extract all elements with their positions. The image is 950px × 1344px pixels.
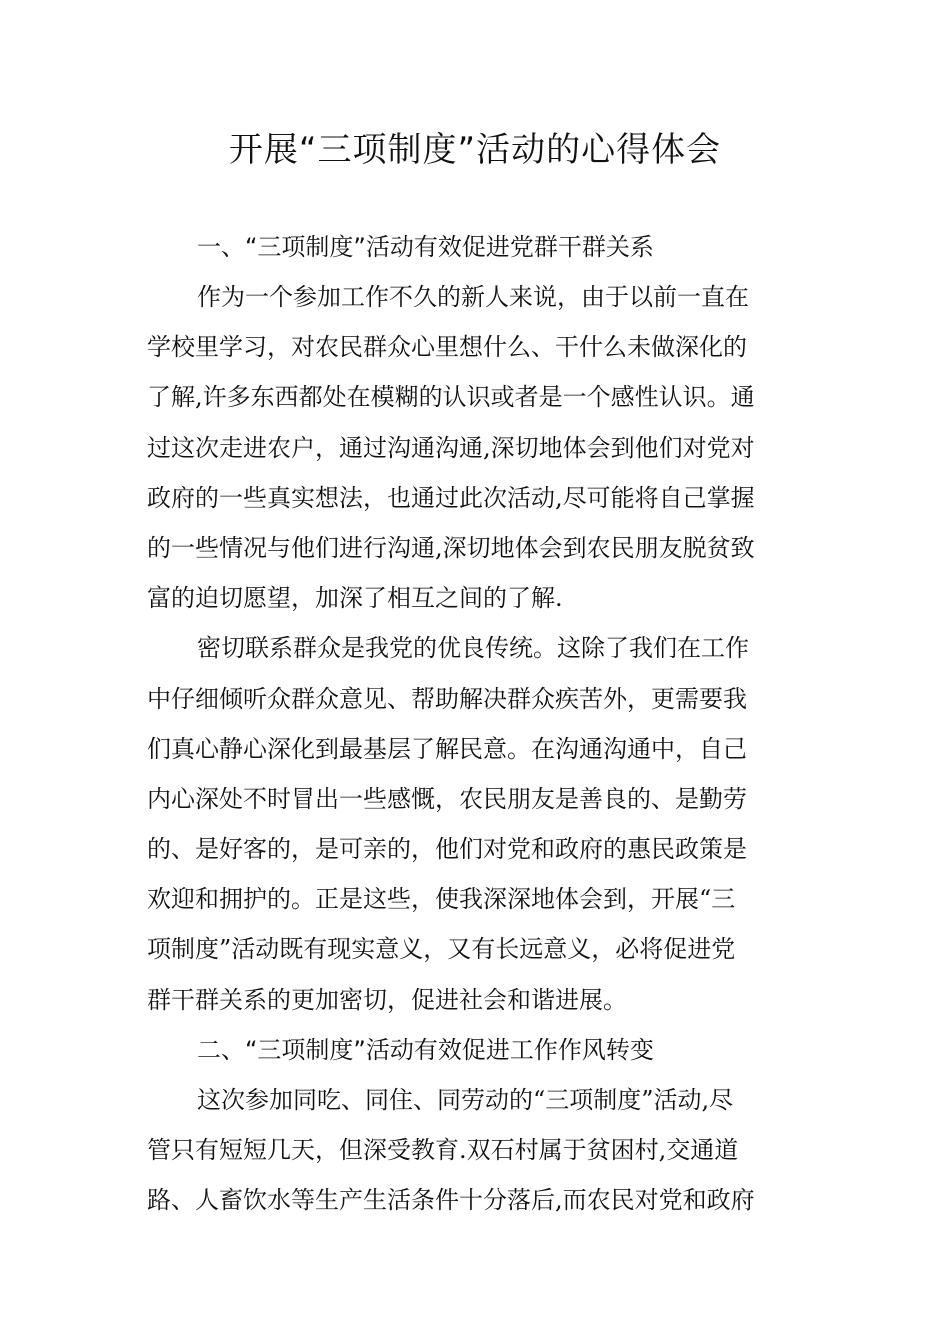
text-line: 的一些情况与他们进行沟通,深切地体会到农民朋友脱贫致 bbox=[147, 533, 755, 562]
text-line: 这次参加同吃、同住、同劳动的“三项制度”活动,尽 bbox=[197, 1085, 734, 1114]
text-line: 中仔细倾听众群众意见、帮助解决群众疾苦外，更需要我 bbox=[147, 684, 747, 713]
text-line: 内心深处不时冒出一些感慨，农民朋友是善良的、是勤劳 bbox=[147, 784, 747, 813]
section-2 bbox=[147, 1025, 797, 1226]
section-heading-2: 二、“三项制度”活动有效促进工作作风转变 bbox=[197, 1035, 654, 1064]
text-line: 们真心静心深化到最基层了解民意。在沟通沟通中，自己 bbox=[147, 734, 747, 763]
text-line: 学校里学习，对农民群众心里想什么、干什么未做深化的 bbox=[147, 333, 747, 362]
text-line: 的、是好客的，是可亲的，他们对党和政府的惠民政策是 bbox=[147, 835, 747, 864]
text-line: 路、人畜饮水等生产生活条件十分落后,而农民对党和政府 bbox=[147, 1186, 755, 1215]
text-line: 富的迫切愿望，加深了相互之间的了解. bbox=[147, 584, 563, 613]
section-1 bbox=[147, 222, 797, 1025]
text-line: 密切联系群众是我党的优良传统。这除了我们在工作 bbox=[197, 634, 749, 663]
text-line: 了解,许多东西都处在模糊的认识或者是一个感性认识。通 bbox=[147, 383, 755, 412]
text-line: 过这次走进农户，通过沟通沟通,深切地体会到他们对党对 bbox=[147, 433, 755, 462]
document-body bbox=[147, 222, 797, 1225]
document-title: 开展“三项制度”活动的心得体会 bbox=[228, 130, 722, 170]
section-heading-1: 一、“三项制度”活动有效促进党群干群关系 bbox=[197, 233, 654, 261]
paragraph-1-1 bbox=[147, 272, 797, 623]
text-line: 群干群关系的更加密切，促进社会和谐进展。 bbox=[147, 985, 627, 1014]
text-line: 项制度”活动既有现实意义，又有长远意义，必将促进党 bbox=[147, 935, 736, 964]
text-line: 管只有短短几天，但深受教育.双石村属于贫困村,交通道 bbox=[147, 1136, 739, 1164]
paragraph-1-2 bbox=[147, 623, 797, 1025]
text-line: 欢迎和拥护的。正是这些，使我深深地体会到，开展“三 bbox=[147, 885, 736, 914]
text-line: 作为一个参加工作不久的新人来说，由于以前一直在 bbox=[197, 283, 749, 311]
paragraph-2-1 bbox=[147, 1075, 797, 1226]
text-line: 政府的一些真实想法，也通过此次活动,尽可能将自己掌握 bbox=[147, 483, 755, 512]
